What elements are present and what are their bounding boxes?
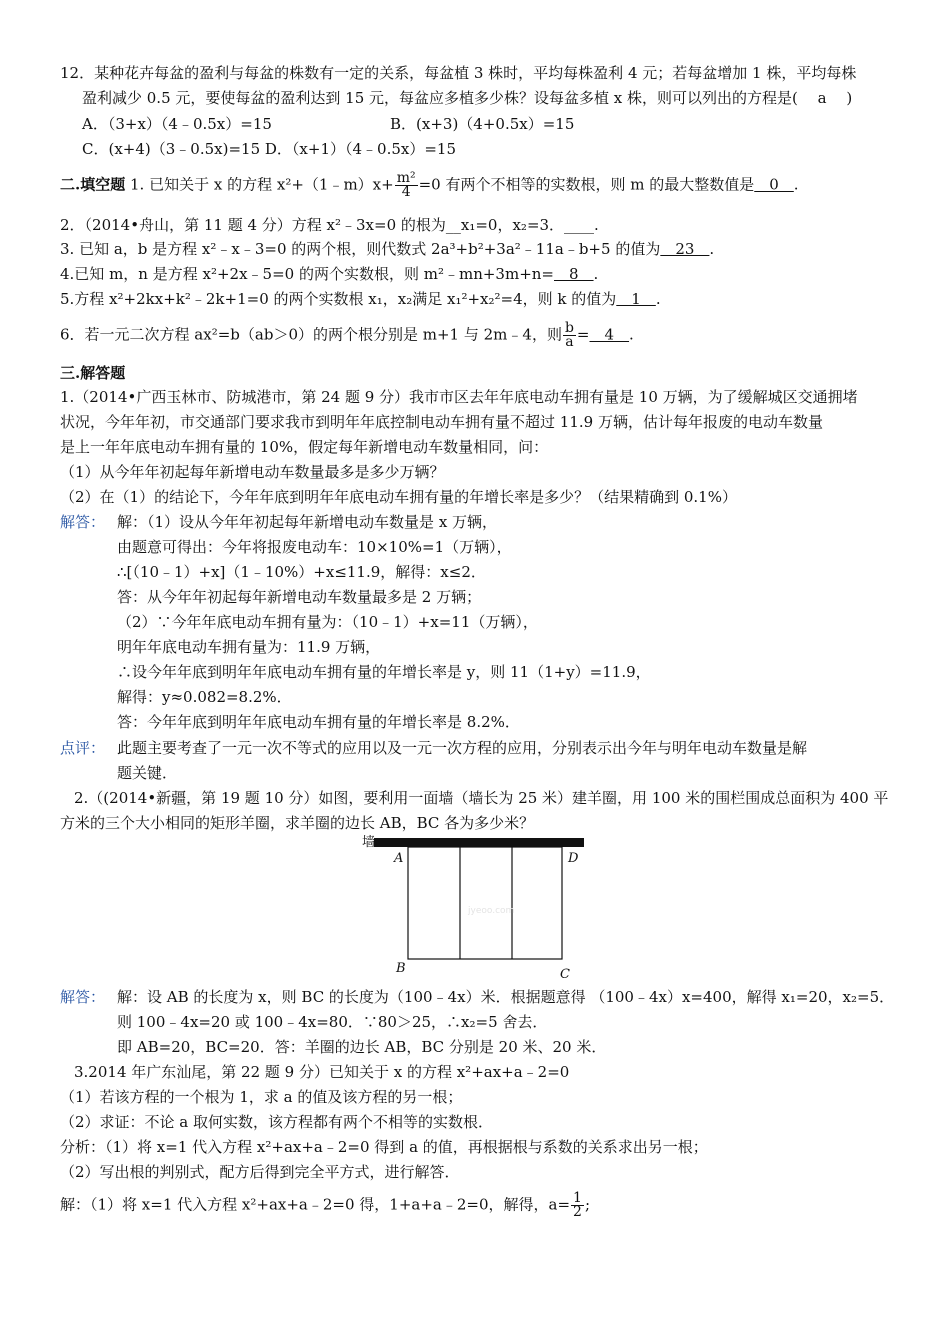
fill-q6-frac-num: b bbox=[564, 320, 574, 336]
p1-answer-8: 解得：y≈0.082=8.2%． bbox=[117, 688, 292, 706]
p2-answer-label: 解答： bbox=[60, 988, 106, 1006]
wall-label: 墙 bbox=[362, 835, 376, 850]
fill-q1-frac-num: m² bbox=[396, 170, 416, 186]
fill-q6-answer: 4 bbox=[589, 325, 630, 344]
fill-q4-end: . bbox=[593, 265, 599, 283]
label-c: C bbox=[560, 967, 570, 982]
p1-answer-6: 明年年底电动车拥有量为：11.9 万辆， bbox=[117, 638, 381, 656]
p3-solution-text: 解：（1）将 x=1 代入方程 x²+ax+a﹣2=0 得，1+a+a﹣2=0，解得，a= bbox=[60, 1195, 571, 1214]
fill-q3-end: . bbox=[709, 240, 715, 258]
p1-line5: （2）在（1）的结论下，今年年底到明年年底电动车拥有量的年增长率是多少？（结果精确到 0.1%） bbox=[60, 488, 737, 506]
p3-solution-fraction bbox=[571, 1192, 584, 1219]
fill-q3-answer: 23 bbox=[660, 240, 710, 258]
p2-line1: 2.（(2014•新疆，第 19 题 10 分）如图，要利用一面墙（墙长为 25 米）建羊圈，用 100 米的围栏围成总面积为 400 平 bbox=[74, 789, 889, 807]
p2-answer-3: 即 AB=20，BC=20．答：羊圈的边长 AB，BC 分别是 20 米、20 米． bbox=[117, 1038, 607, 1056]
fill-q6 bbox=[60, 322, 634, 349]
p1-answer-7: ∴设今年年底到明年年底电动车拥有量的年增长率是 y，则 11（1+y）=11.9， bbox=[117, 663, 651, 681]
q12-line2: 盈利减少 0.5 元，要使每盆的盈利达到 15 元，每盆应多植多少株？设每盆多植 x 株，则可以列出的方程是( a ) bbox=[82, 89, 853, 107]
p1-review-1: 此题主要考查了一元一次不等式的应用以及一元一次方程的应用，分别表示出今年与明年电动车数量是解 bbox=[117, 739, 808, 757]
p1-line3: 是上一年年底电动车拥有量的 10%，假定每年新增电动车数量相同，问： bbox=[60, 438, 549, 456]
fill-q3 bbox=[60, 238, 714, 260]
fill-q1-text2: =0 有两个不相等的实数根，则 m 的最大整数值是 bbox=[418, 175, 755, 194]
fill-q5-text: 5.方程 x²+2kx+k²﹣2k+1=0 的两个实数根 x₁，x₂满足 x₁²+x₂²=4，则 k 的值为 bbox=[60, 290, 617, 308]
p3-solution-1 bbox=[60, 1192, 590, 1219]
label-d: D bbox=[568, 851, 579, 866]
p1-answer-2: 由题意可得出：今年将报废电动车：10×10%=1（万辆）， bbox=[117, 538, 512, 556]
q12-option-cd: C．(x+4)（3﹣0.5x)=15 D．（x+1）（4﹣0.5x）=15 bbox=[82, 140, 456, 158]
p1-line1: 1.（2014•广西玉林市、防城港市，第 24 题 9 分）我市市区去年年底电动车拥有量是 10 万辆，为了缓解城区交通拥堵 bbox=[60, 388, 858, 406]
p3-line3: （2）求证：不论 a 取何实数，该方程都有两个不相等的实数根． bbox=[60, 1113, 494, 1131]
fill-q1-text: 1. 已知关于 x 的方程 x²+（1﹣m）x+ bbox=[130, 175, 394, 194]
fill-q6-text: 6．若一元二次方程 ax²=b（ab＞0）的两个根分别是 m+1 与 2m﹣4，则 bbox=[60, 325, 562, 344]
fill-q4-answer: 8 bbox=[554, 265, 594, 283]
fill-q6-end: . bbox=[629, 325, 634, 344]
fill-q6-fraction bbox=[563, 322, 576, 349]
pen-outline bbox=[408, 847, 562, 959]
p3-frac-num: 1 bbox=[573, 1190, 582, 1206]
p3-line1: 3.2014 年广东汕尾，第 22 题 9 分）已知关于 x 的方程 x²+ax+a﹣2=0 bbox=[74, 1063, 570, 1081]
fill-q5-answer: 1 bbox=[616, 290, 656, 308]
fill-q6-frac-den: a bbox=[565, 334, 574, 350]
p1-answer-4: 答：从今年年初起每年新增电动车数量最多是 2 万辆； bbox=[117, 588, 482, 606]
fill-q5-end: . bbox=[655, 290, 661, 308]
fill-q3-text: 3. 已知 a，b 是方程 x²﹣x﹣3=0 的两个根，则代数式 2a³+b²+3a²﹣11a﹣b+5 的值为 bbox=[60, 240, 661, 258]
wall-bar bbox=[374, 838, 584, 847]
p1-review-2: 题关键． bbox=[117, 764, 178, 782]
fill-q1-frac-den: 4 bbox=[401, 184, 411, 200]
section3-heading: 三.解答题 bbox=[60, 364, 126, 382]
fill-q4-text: 4.已知 m，n 是方程 x²+2x﹣5=0 的两个实数根，则 m²﹣mn+3m+n= bbox=[60, 265, 554, 283]
label-a: A bbox=[394, 851, 404, 866]
fill-q5 bbox=[60, 288, 661, 310]
sheep-pen-diagram bbox=[362, 833, 594, 983]
p1-line4: （1）从今年年初起每年新增电动车数量最多是多少万辆？ bbox=[60, 463, 445, 481]
fill-q2: 2．（2014•舟山，第 11 题 4 分）方程 x²﹣3x=0 的根为__x₁=0，x₂=3．____. bbox=[60, 216, 599, 234]
p1-line2: 状况，今年年初，市交通部门要求我市到明年年底控制电动车拥有量不超过 11.9 万辆，估计每年报废的电动车数量 bbox=[60, 413, 823, 431]
p2-answer-1: 解：设 AB 的长度为 x，则 BC 的长度为（100﹣4x）米．根据题意得 （100﹣4x）x=400，解得 x₁=20，x₂=5． bbox=[117, 988, 895, 1006]
fill-q1-fraction bbox=[395, 172, 418, 199]
p3-solution-end: ; bbox=[584, 1195, 591, 1214]
fill-q4 bbox=[60, 263, 598, 285]
p1-answer-5: （2）∵今年年底电动车拥有量为：（10﹣1）+x=11（万辆）， bbox=[117, 613, 538, 631]
watermark: jyeoo.com bbox=[468, 906, 515, 916]
p2-answer-2: 则 100﹣4x=20 或 100﹣4x=80．∵80＞25，∴x₂=5 舍去． bbox=[117, 1013, 548, 1031]
fill-q1-answer: 0 bbox=[754, 175, 794, 194]
p3-frac-den: 2 bbox=[573, 1204, 582, 1220]
p1-review-label: 点评： bbox=[60, 739, 106, 757]
p1-answer-9: 答：今年年底到明年年底电动车拥有量的年增长率是 8.2%． bbox=[117, 713, 520, 731]
p2-line2: 方米的三个大小相同的矩形羊圈，求羊圈的边长 AB，BC 各为多少米？ bbox=[60, 814, 535, 832]
p3-line2: （1）若该方程的一个根为 1，求 a 的值及该方程的另一根； bbox=[60, 1088, 463, 1106]
section2-heading: 二.填空题 bbox=[60, 175, 126, 194]
q12-line1: 12．某种花卉每盆的盈利与每盆的株数有一定的关系，每盆植 3 株时，平均每株盈利 4 元；若每盆增加 1 株，平均每株 bbox=[60, 64, 857, 82]
q12-option-b: B．(x+3)（4+0.5x）=15 bbox=[390, 115, 575, 133]
p3-analysis-1: 分析：（1）将 x=1 代入方程 x²+ax+a﹣2=0 得到 a 的值，再根据根与系数的关系求出另一根； bbox=[60, 1138, 708, 1156]
p3-analysis-2: （2）写出根的判别式，配方后得到完全平方式，进行解答． bbox=[60, 1163, 460, 1181]
q12-option-a: A．（3+x）（4﹣0.5x）=15 bbox=[82, 115, 272, 133]
fill-q1 bbox=[60, 172, 799, 199]
fill-q1-end: . bbox=[793, 175, 799, 194]
p1-answer-label: 解答： bbox=[60, 513, 106, 531]
p1-answer-3: ∴[（10﹣1）+x]（1﹣10%）+x≤11.9，解得：x≤2． bbox=[117, 563, 486, 581]
p1-answer-1: 解：（1）设从今年年初起每年新增电动车数量是 x 万辆， bbox=[117, 513, 498, 531]
label-b: B bbox=[396, 961, 406, 976]
fill-q6-eq: = bbox=[576, 325, 590, 344]
